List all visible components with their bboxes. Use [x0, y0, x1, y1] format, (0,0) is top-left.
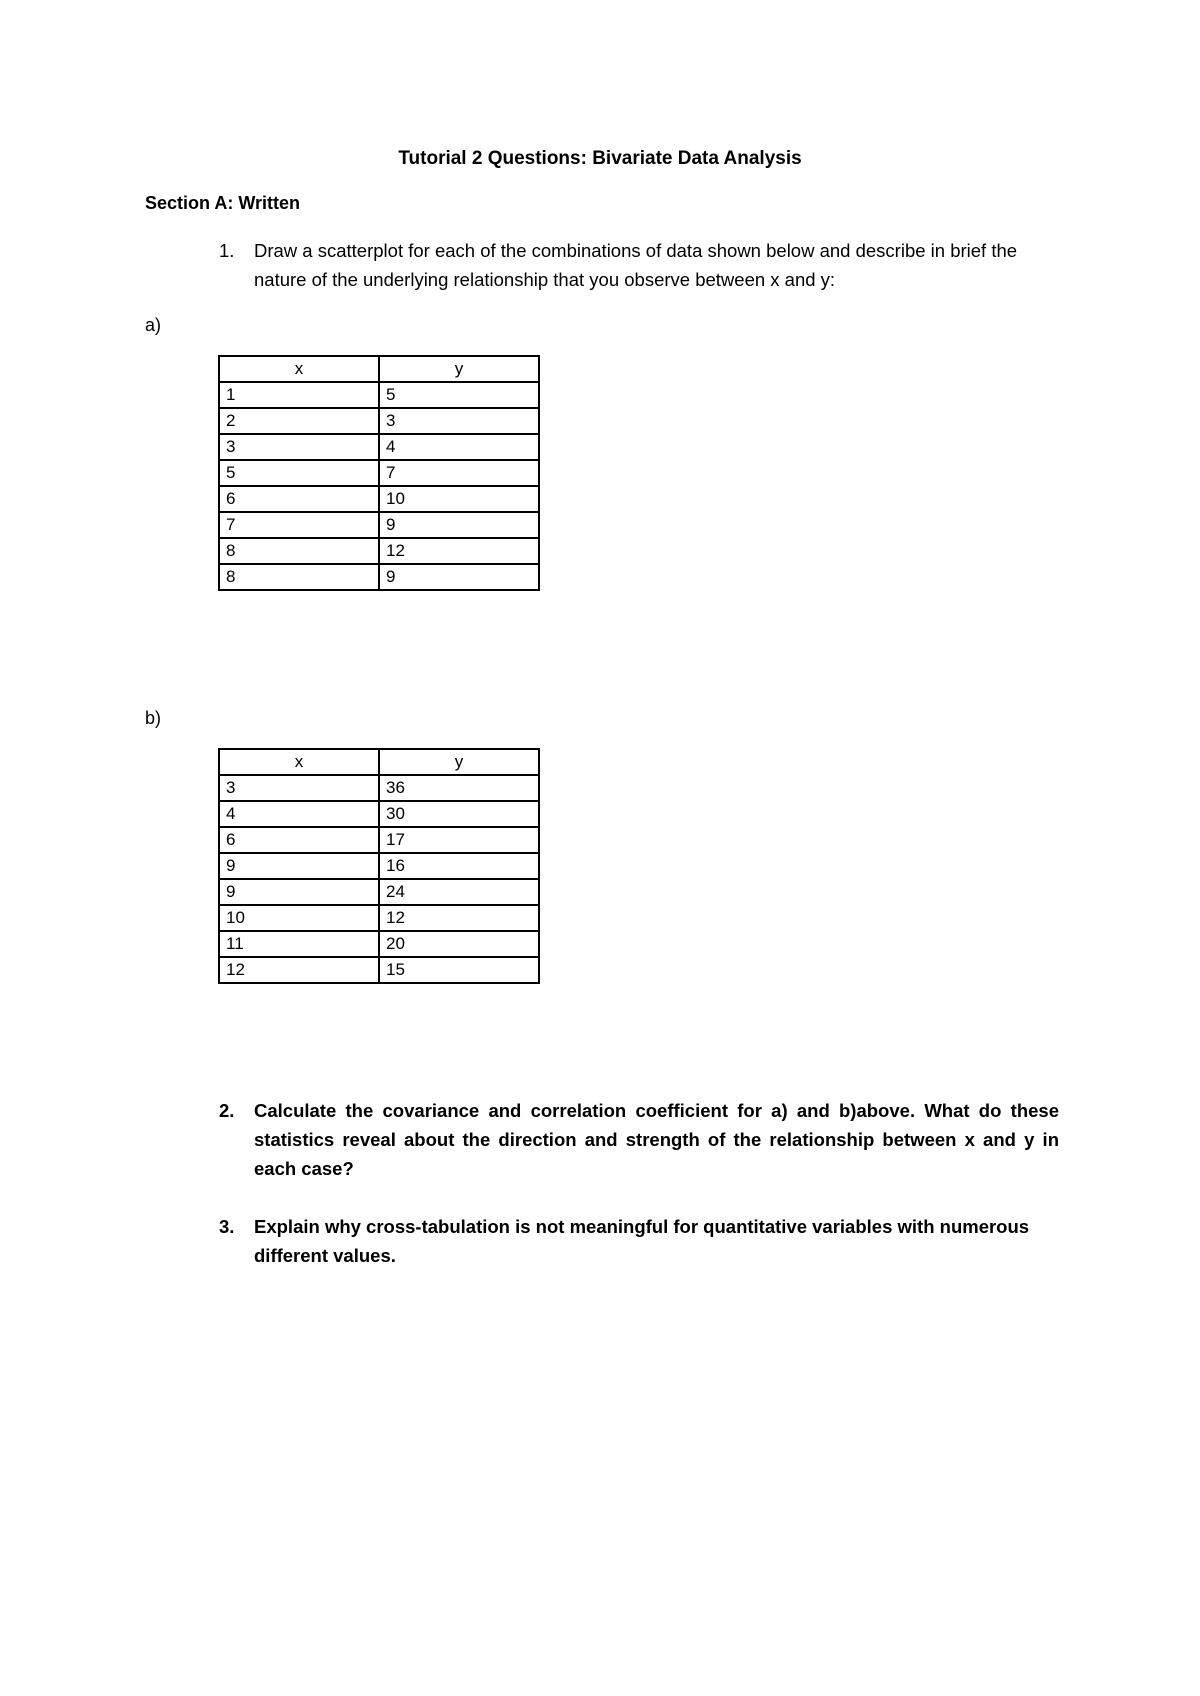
table-cell: 17: [379, 827, 539, 853]
part-label-b: b): [145, 708, 162, 728]
question-1: [219, 236, 1059, 294]
table-cell: 7: [219, 512, 379, 538]
table-header-row: [219, 356, 539, 382]
table-cell: 20: [379, 931, 539, 957]
table-cell: 3: [379, 408, 539, 434]
table-row: [219, 512, 539, 538]
table-cell: 15: [379, 957, 539, 983]
table-cell: 9: [379, 564, 539, 590]
table-cell: 7: [379, 460, 539, 486]
table-row: [219, 879, 539, 905]
table-cell: 10: [219, 905, 379, 931]
table-cell: 4: [219, 801, 379, 827]
question-number: 1.: [219, 240, 235, 261]
table-cell: 11: [219, 931, 379, 957]
table-row: [219, 775, 539, 801]
table-row: [219, 957, 539, 983]
question-text: Calculate the covariance and correlation coefficient for a) and b)above. What do these statistics reveal about the direction and strength of the relationship between x and y in each case?: [254, 1100, 1059, 1179]
question-3: [219, 1212, 1059, 1270]
table-header-cell: y: [379, 749, 539, 775]
table-row: [219, 853, 539, 879]
table-cell: 30: [379, 801, 539, 827]
table-cell: 5: [379, 382, 539, 408]
question-2: [219, 1096, 1059, 1183]
table-cell: 10: [379, 486, 539, 512]
table-header-cell: x: [219, 749, 379, 775]
question-text: Draw a scatterplot for each of the combinations of data shown below and describe in brief the nature of the underlying relationship that you observe between x and y:: [254, 240, 1018, 290]
table-header-cell: x: [219, 356, 379, 382]
table-cell: 6: [219, 486, 379, 512]
table-row: [219, 827, 539, 853]
table-row: [219, 408, 539, 434]
table-cell: 1: [219, 382, 379, 408]
question-text: Explain why cross-tabulation is not meaningful for quantitative variables with numerous different values.: [254, 1216, 1030, 1266]
data-table-b: [218, 748, 540, 984]
part-label-a: a): [145, 315, 162, 335]
table-cell: 24: [379, 879, 539, 905]
table-header-row: [219, 749, 539, 775]
table-row: [219, 905, 539, 931]
table-row: [219, 460, 539, 486]
section-heading: Section A: Written: [145, 193, 301, 213]
table-row: [219, 931, 539, 957]
table-cell: 8: [219, 538, 379, 564]
question-number: 2.: [219, 1100, 235, 1121]
table-cell: 8: [219, 564, 379, 590]
table-cell: 9: [219, 853, 379, 879]
table-cell: 9: [379, 512, 539, 538]
table-cell: 12: [379, 905, 539, 931]
table-row: [219, 382, 539, 408]
table-row: [219, 564, 539, 590]
table-cell: 9: [219, 879, 379, 905]
table-cell: 16: [379, 853, 539, 879]
data-table-a: [218, 355, 540, 591]
table-cell: 12: [379, 538, 539, 564]
table-row: [219, 801, 539, 827]
table-cell: 6: [219, 827, 379, 853]
table-row: [219, 538, 539, 564]
table-cell: 12: [219, 957, 379, 983]
question-number: 3.: [219, 1216, 235, 1237]
table-cell: 5: [219, 460, 379, 486]
table-row: [219, 486, 539, 512]
table-cell: 3: [219, 775, 379, 801]
table-cell: 4: [379, 434, 539, 460]
table-header-cell: y: [379, 356, 539, 382]
page-title: Tutorial 2 Questions: Bivariate Data Analysis: [398, 148, 802, 169]
table-cell: 2: [219, 408, 379, 434]
table-cell: 3: [219, 434, 379, 460]
table-row: [219, 434, 539, 460]
table-cell: 36: [379, 775, 539, 801]
